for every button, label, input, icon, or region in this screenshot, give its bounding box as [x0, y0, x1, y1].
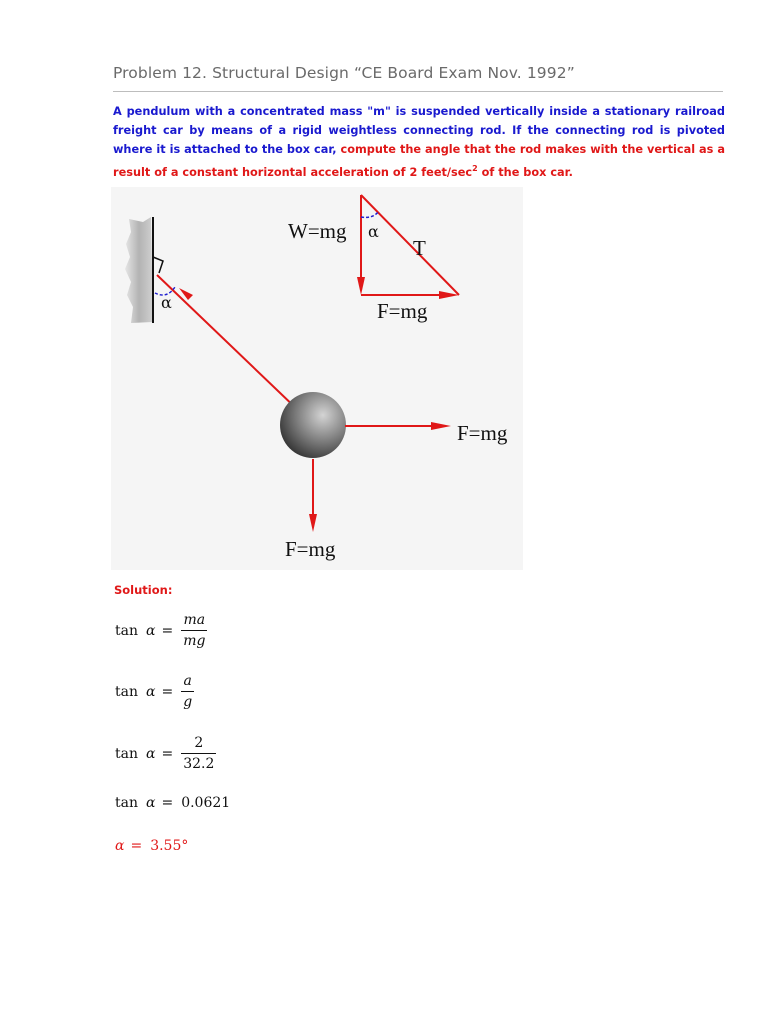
eq2-fraction — [181, 673, 194, 710]
eq3-equals: = — [161, 745, 174, 762]
pendulum-mass — [280, 392, 346, 458]
eq3-tan: tan — [115, 745, 138, 762]
problem-text-blue: A pendulum with a concentrated mass "m" is suspended vertically inside a stationary railroad freight car by means of a rigid weightless connecting rod. If the connecting rod is pivoted where it is attached to the box car, — [113, 105, 725, 156]
eq1-fraction — [181, 612, 207, 649]
triangle-tension-label: T — [413, 236, 426, 260]
eq4-equals: = — [161, 795, 174, 811]
pendulum-diagram — [111, 187, 523, 570]
eq3-numerator: 2 — [194, 735, 204, 751]
result-equation — [115, 838, 188, 854]
result-equals: = — [130, 838, 143, 854]
solution-label: Solution: — [114, 583, 173, 597]
eq2-tan: tan — [115, 683, 138, 700]
eq1-tan: tan — [115, 622, 138, 639]
ball-force-down-label: F=mg — [285, 537, 336, 561]
eq3-alpha: α — [146, 745, 156, 762]
problem-superscript: 2 — [472, 164, 478, 173]
ball-force-right-label: F=mg — [457, 421, 508, 445]
page-title: Problem 12. Structural Design “CE Board Exam Nov. 1992” — [113, 64, 575, 82]
triangle-weight-label: W=mg — [288, 219, 347, 243]
equation-1 — [115, 612, 207, 649]
eq4-value: 0.0621 — [181, 795, 231, 811]
result-alpha: α — [115, 838, 125, 854]
eq2-alpha: α — [146, 683, 156, 700]
eq1-alpha: α — [146, 622, 156, 639]
result-value: 3.55° — [150, 838, 189, 854]
title-divider — [113, 91, 723, 92]
triangle-force-label: F=mg — [377, 299, 428, 323]
pivot-alpha-label: α — [161, 293, 172, 312]
eq1-denominator: mg — [181, 630, 207, 649]
eq3-fraction — [181, 735, 216, 772]
eq3-denominator: 32.2 — [181, 753, 216, 772]
eq4-alpha: α — [146, 795, 156, 811]
equation-4 — [115, 795, 230, 811]
equation-3 — [115, 735, 216, 772]
eq2-denominator: g — [181, 691, 194, 710]
problem-text-red-tail: of the box car. — [481, 165, 573, 179]
eq2-numerator: a — [183, 673, 192, 689]
eq1-numerator: ma — [183, 612, 206, 628]
figure-background — [111, 187, 523, 570]
equation-2 — [115, 673, 194, 710]
eq2-equals: = — [161, 683, 174, 700]
eq4-tan: tan — [115, 795, 138, 811]
eq1-equals: = — [161, 622, 174, 639]
triangle-alpha-label: α — [368, 222, 379, 241]
problem-statement — [113, 102, 725, 182]
problem-text-red: compute the angle that the rod makes with the vertical as a result of a constant horizontal acceleration of 2 feet/sec — [113, 143, 725, 179]
